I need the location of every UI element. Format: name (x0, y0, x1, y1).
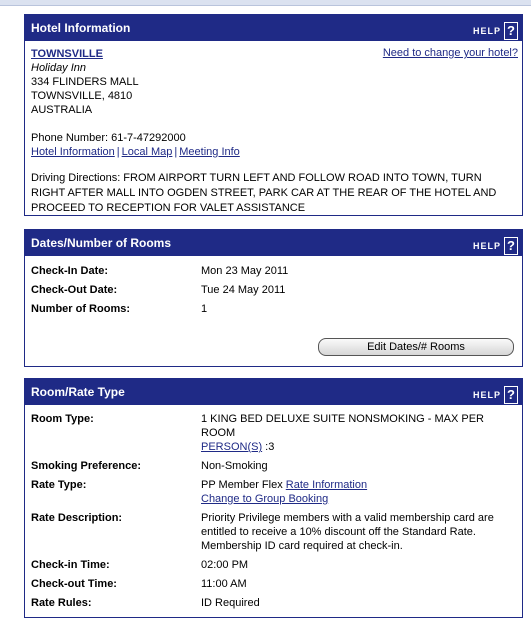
row-value: 02:00 PM (201, 559, 249, 571)
panel-title: Hotel Information (31, 21, 131, 35)
top-band (0, 0, 531, 6)
row-value: Non-Smoking (201, 460, 268, 472)
row-label: Room Type: (31, 413, 94, 425)
row-value: Tue 24 May 2011 (201, 284, 286, 296)
row-label: Check-in Time: (31, 559, 110, 571)
change-hotel-link[interactable]: Need to change your hotel? (382, 47, 518, 59)
persons-count: :3 (262, 441, 275, 453)
row-label: Rate Description: (31, 512, 123, 524)
checkout-time-row (31, 577, 516, 591)
row-label: Check-Out Date: (31, 284, 118, 296)
room-type-text: 1 KING BED DELUXE SUITE NONSMOKING - MAX PER ROOM (201, 413, 484, 439)
rate-type-text: PP Member Flex (201, 479, 283, 491)
help-label: HELP (472, 26, 501, 36)
help-icon[interactable]: ? (504, 237, 518, 255)
panel-body (25, 405, 522, 621)
panel-title: Room/Rate Type (31, 385, 125, 399)
row-value: 11:00 AM (201, 578, 247, 590)
rate-information-link[interactable]: Rate Information (285, 479, 368, 491)
row-label: Rate Type: (31, 479, 87, 491)
rate-type-row (31, 478, 516, 506)
group-booking-link[interactable]: Change to Group Booking (201, 493, 329, 505)
country: AUSTRALIA (31, 104, 93, 116)
driving-directions: Driving Directions: FROM AIRPORT TURN LEFT AND FOLLOW ROAD INTO TOWN, TURN RIGHT AFTER MALL INTO OGDEN STREET, PARK CAR AT THE REAR OF THE HOTEL AND PROCEED TO RECEPTION FOR VALET ASSISTANCE (31, 172, 497, 214)
panel-header (25, 379, 522, 405)
help-icon[interactable]: ? (504, 22, 518, 40)
panel-title: Dates/Number of Rooms (31, 236, 172, 250)
meeting-info-link[interactable]: Meeting Info (179, 146, 240, 158)
row-value: ID Required (201, 597, 260, 609)
rate-rules-row (31, 596, 516, 610)
hotel-links (31, 145, 516, 159)
link-separator: | (116, 146, 120, 158)
row-value: Priority Privilege members with a valid membership card are entitled to receive a 10% discount off the Standard Rate. Membership ID card required at check-in. (201, 512, 494, 552)
city-link[interactable]: TOWNSVILLE (31, 48, 103, 60)
smoking-row (31, 459, 516, 473)
row-value (201, 412, 516, 454)
help-label: HELP (472, 390, 501, 400)
row-label: Check-out Time: (31, 578, 117, 590)
row-label: Check-In Date: (31, 265, 109, 277)
room-type-row (31, 412, 516, 454)
persons-link[interactable]: PERSON(S) (201, 441, 263, 453)
help-icon[interactable]: ? (504, 386, 518, 404)
row-value: Mon 23 May 2011 (201, 265, 289, 277)
panel-body (25, 41, 522, 222)
room-rate-panel (24, 378, 523, 618)
address-line-1: 334 FLINDERS MALL (31, 76, 139, 88)
address-line-2: TOWNSVILLE, 4810 (31, 90, 133, 102)
link-separator: | (174, 146, 178, 158)
checkin-time-row (31, 558, 516, 572)
panel-header (25, 230, 522, 256)
dates-rooms-panel (24, 229, 523, 367)
local-map-link[interactable]: Local Map (121, 146, 173, 158)
row-label: Smoking Preference: (31, 460, 142, 472)
panel-body (25, 256, 522, 362)
edit-dates-button[interactable]: Edit Dates/# Rooms (318, 338, 514, 356)
rooms-row (31, 302, 516, 316)
row-value: 1 (201, 303, 208, 315)
panel-header (25, 15, 522, 41)
hotel-information-panel (24, 14, 523, 216)
checkin-date-row (31, 264, 516, 278)
row-label: Rate Rules: (31, 597, 92, 609)
checkout-date-row (31, 283, 516, 297)
row-value (201, 478, 516, 506)
help-label: HELP (472, 241, 501, 251)
hotel-information-link[interactable]: Hotel Information (31, 146, 115, 158)
phone-number: Phone Number: 61-7-47292000 (31, 132, 186, 144)
rate-description-row (31, 511, 516, 553)
row-label: Number of Rooms: (31, 303, 130, 315)
hotel-name: Holiday Inn (31, 62, 87, 74)
